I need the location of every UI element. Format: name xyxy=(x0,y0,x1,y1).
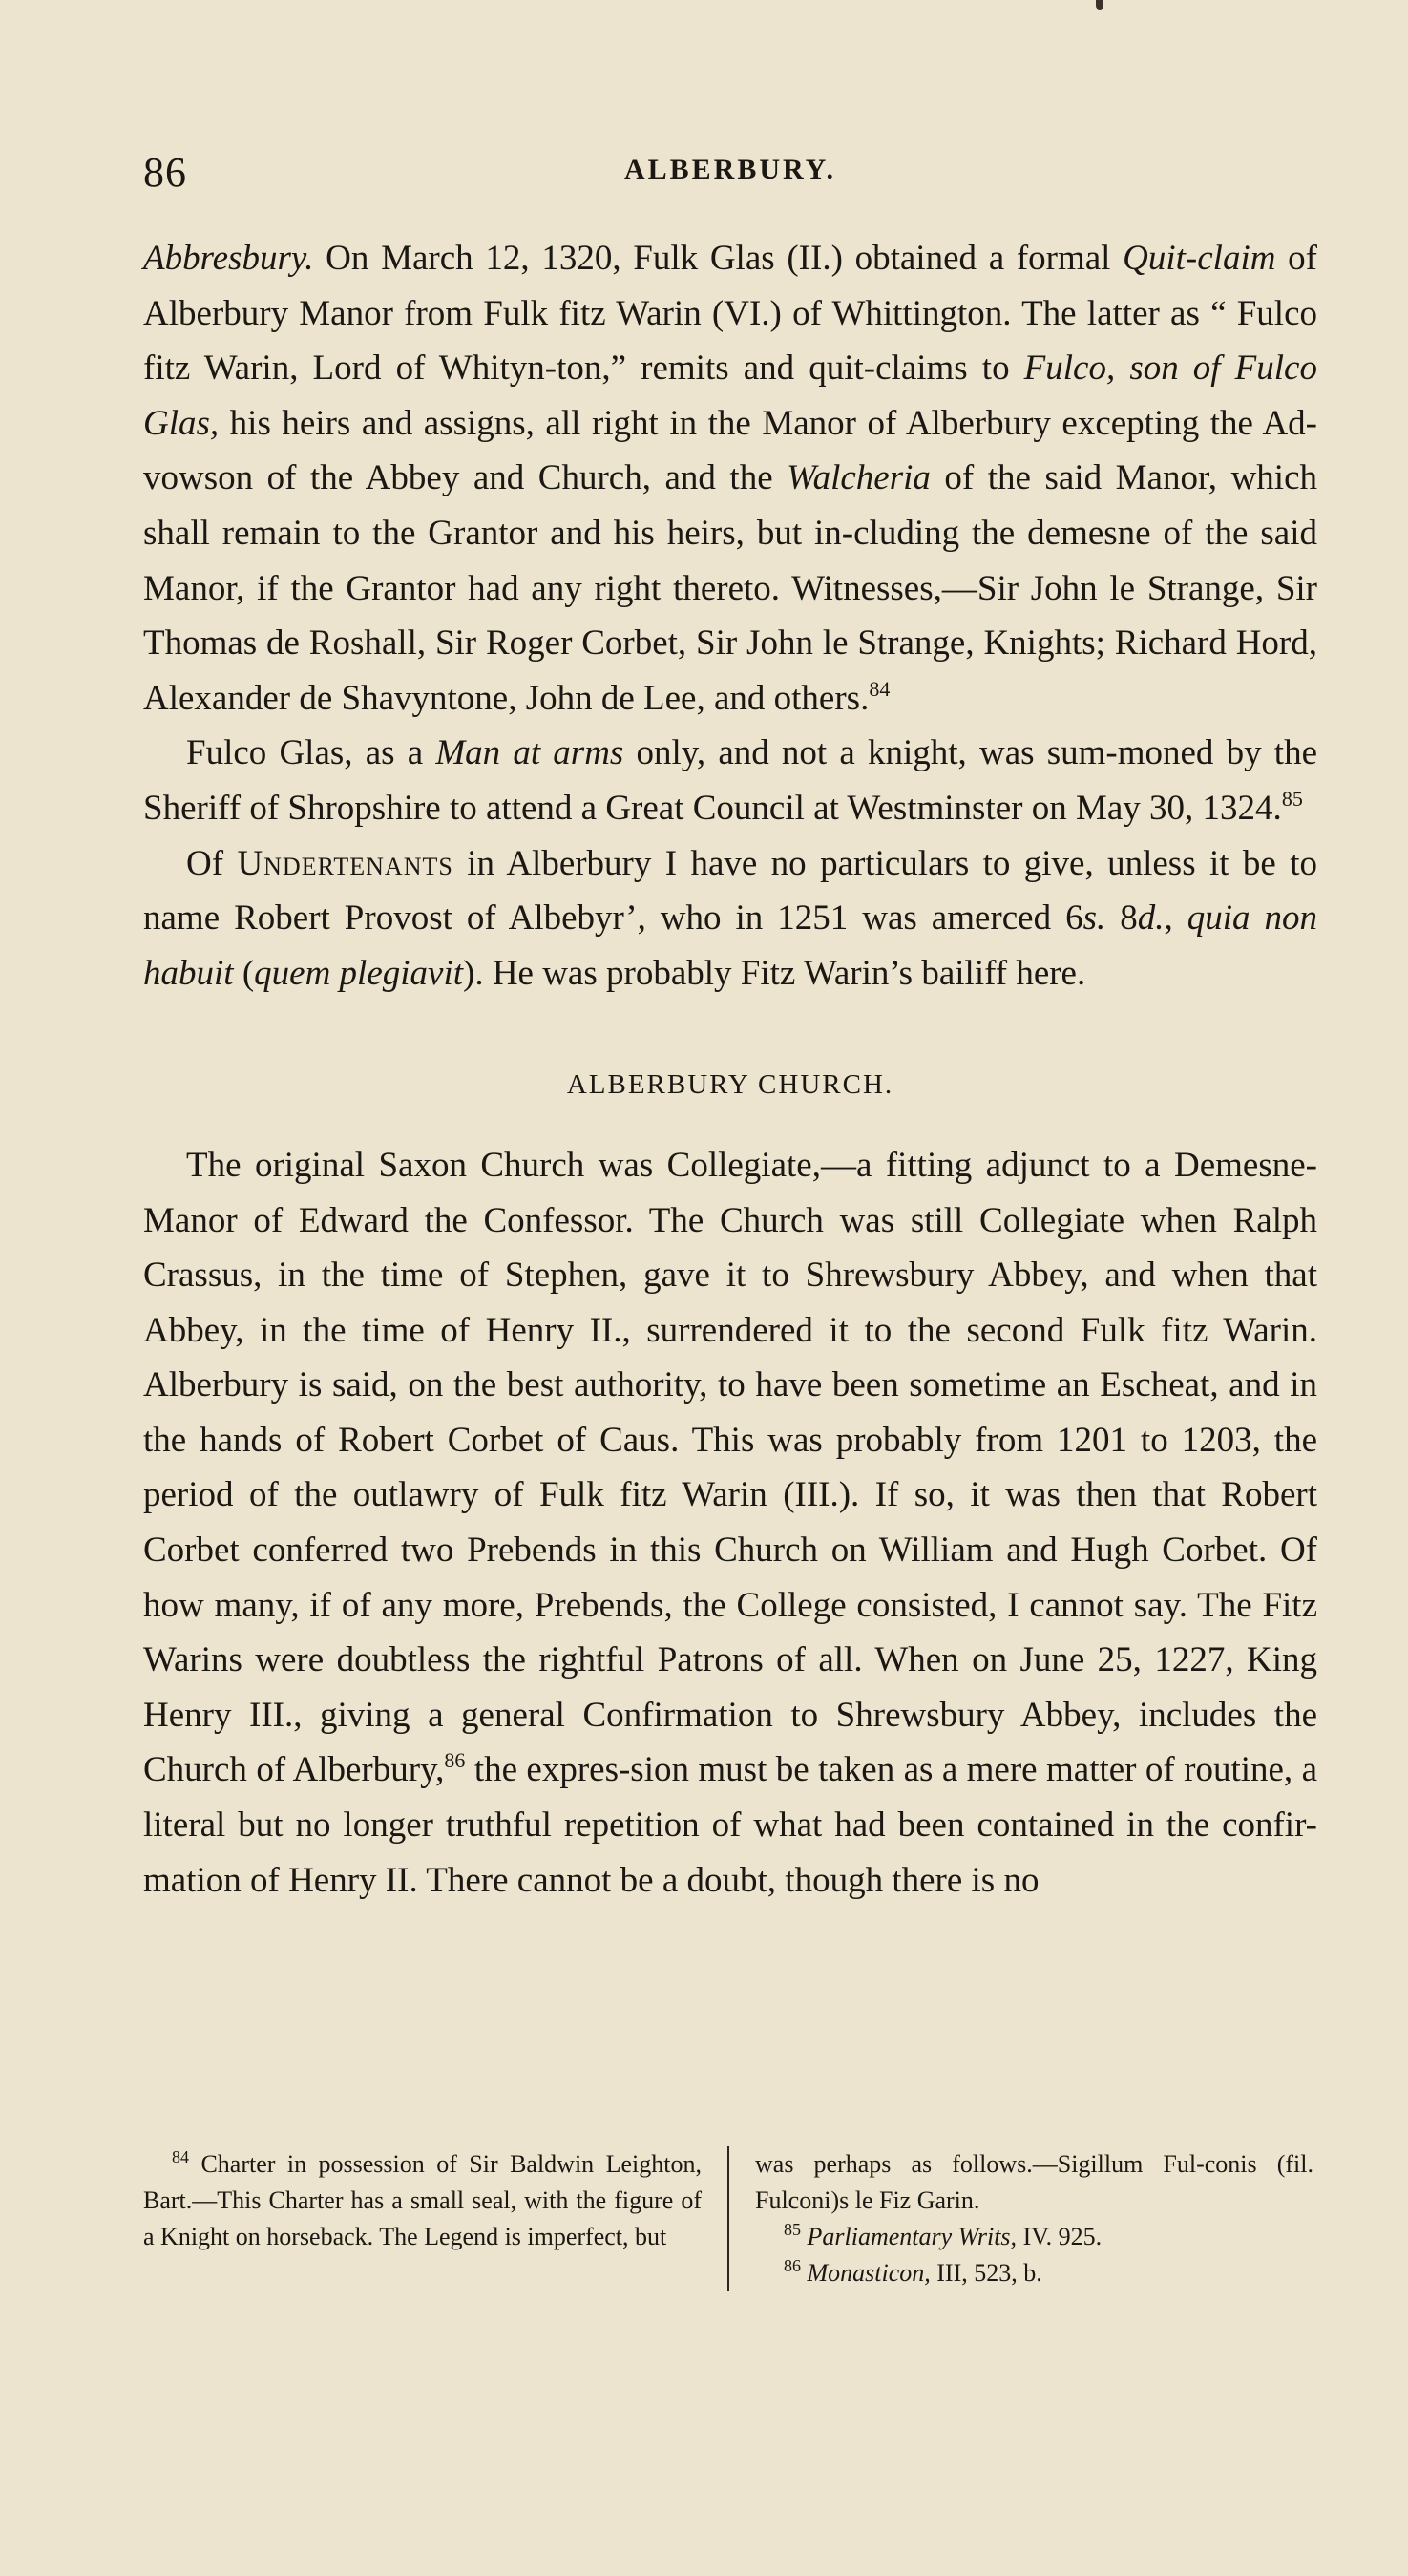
emphasis: quem plegiavit xyxy=(254,953,463,993)
emphasis: Fulco, son of Fulco Glas, xyxy=(143,348,1317,443)
text-run: ). He was probably Fitz Warin’s bailiff here. xyxy=(463,953,1086,993)
footnotes xyxy=(143,2146,1317,2291)
text-run: the expres-sion must be taken as a mere matter of routine, a literal but no longer truthful repetition of what had been contained in the confir-mation of Henry II. There cannot be a doubt, though there is no xyxy=(143,1750,1317,1900)
text-run: On March 12, 1320, Fulk Glas (II.) obtained a formal xyxy=(313,239,1124,278)
text-run: in Alberbury I have no particulars to give, unless it be to name Robert Provost of Albebyr’, who in 1251 was amerced 6 xyxy=(143,843,1317,939)
paragraph xyxy=(143,836,1317,1002)
text-run: of Alberbury Manor from Fulk fitz Warin (VI.) of Whittington. The latter as “ Fulco fitz Warin, Lord of Whityn-ton,” remits and quit-claims to xyxy=(143,239,1317,389)
footnote-column-left xyxy=(143,2146,729,2291)
emphasis: d., quia non habuit xyxy=(143,898,1318,993)
place-name: Abbresbury. xyxy=(143,239,314,278)
section-heading: ALBERBURY CHURCH. xyxy=(566,1069,894,1101)
footnote-ref-86[interactable]: 86 xyxy=(444,1748,466,1773)
main-text xyxy=(143,231,1317,1908)
footnote-number: 86 xyxy=(784,2256,801,2275)
source-title: Parliamentary Writs, xyxy=(807,2223,1018,2250)
footnote-number: 85 xyxy=(784,2220,801,2239)
running-title: ALBERBURY. xyxy=(623,154,837,185)
paragraph xyxy=(143,726,1317,835)
text-run: The original Saxon Church was Collegiate,—a fitting adjunct to a Demesne-Manor of Edward the Confessor. The Church was still Collegiate when Ralph Crassus, in the time of Stephen, gave it to Shrewsbury Abbey, and when that Abbey, in the time of Henry II., surrendered it to the second Fulk fitz Warin. Alberbury is said, on the best authority, to have been sometime an Escheat, and in the hands of Robert Corbet of Caus. This was probably from 1201 to 1203, the period of the outlawry of Fulk fitz Warin (III.). If so, it was then that Robert Corbet conferred two Prebends in this Church on William and Hugh Corbet. Of how many, if of any more, Prebends, the College consisted, I cannot say. The Fitz Warins were doubtless the rightful Patrons of all. When on June 25, 1227, King Henry III., giving a general Confirmation to Shrewsbury Abbey, includes the Church of Alberbury, xyxy=(143,1145,1317,1790)
text-run: of the said Manor, which shall remain to the Grantor and his heirs, but in-cluding the demesne of the said Manor, if the Grantor had any right thereto. Witnesses,—Sir John le Strange, Sir Thomas de Roshall, Sir Roger Corbet, Sir John le Strange, Knights; Richard Hord, Alexander de Shavyntone, John de Lee, and others. xyxy=(143,458,1317,718)
text-run: Of xyxy=(186,843,238,883)
footnote-text: was perhaps as follows.—Sigillum Ful-conis (fil. Fulconi)s le Fiz Garin. xyxy=(755,2150,1313,2214)
footnote-number: 84 xyxy=(172,2147,189,2166)
ink-mark xyxy=(1096,0,1103,10)
text-run: only, and not a knight, was sum-moned by the Sheriff of Shropshire to attend a Great Council at Westminster on May 30, 1324. xyxy=(143,733,1317,828)
emphasis: Man at arms xyxy=(435,733,624,773)
footnote-84-continued xyxy=(755,2146,1313,2219)
page-number: 86 xyxy=(143,149,187,196)
footnote-85 xyxy=(755,2219,1313,2255)
footnote-ref-85[interactable]: 85 xyxy=(1281,786,1303,811)
footnote-ref-84[interactable]: 84 xyxy=(869,676,891,701)
source-title: Monasticon, xyxy=(807,2259,931,2287)
source-ref: IV. 925. xyxy=(1017,2223,1103,2250)
text-run: ( xyxy=(233,953,255,993)
text-run: Fulco Glas, as a xyxy=(186,733,436,773)
paragraph xyxy=(143,231,1317,726)
footnote-84 xyxy=(143,2146,702,2255)
footnote-column-right xyxy=(729,2146,1313,2291)
emphasis: s. xyxy=(1082,898,1106,939)
footnote-text: Charter in possession of Sir Baldwin Leighton, Bart.—This Charter has a small seal, with the figure of a Knight on horseback. The Legend is imperfect, but xyxy=(143,2150,702,2250)
running-header xyxy=(143,148,1317,205)
text-run: 8 xyxy=(1105,898,1138,939)
source-ref: III, 523, b. xyxy=(930,2259,1042,2287)
text-run: his heirs and assigns, all right in the Manor of Alberbury excepting the Ad-vowson of the Abbey and Church, and the xyxy=(143,403,1317,498)
small-caps-term: Undertenants xyxy=(237,843,453,883)
emphasis: Quit-claim xyxy=(1123,239,1276,278)
paragraph xyxy=(143,1138,1317,1908)
footnote-86 xyxy=(755,2255,1313,2291)
emphasis: Walcheria xyxy=(787,458,931,498)
